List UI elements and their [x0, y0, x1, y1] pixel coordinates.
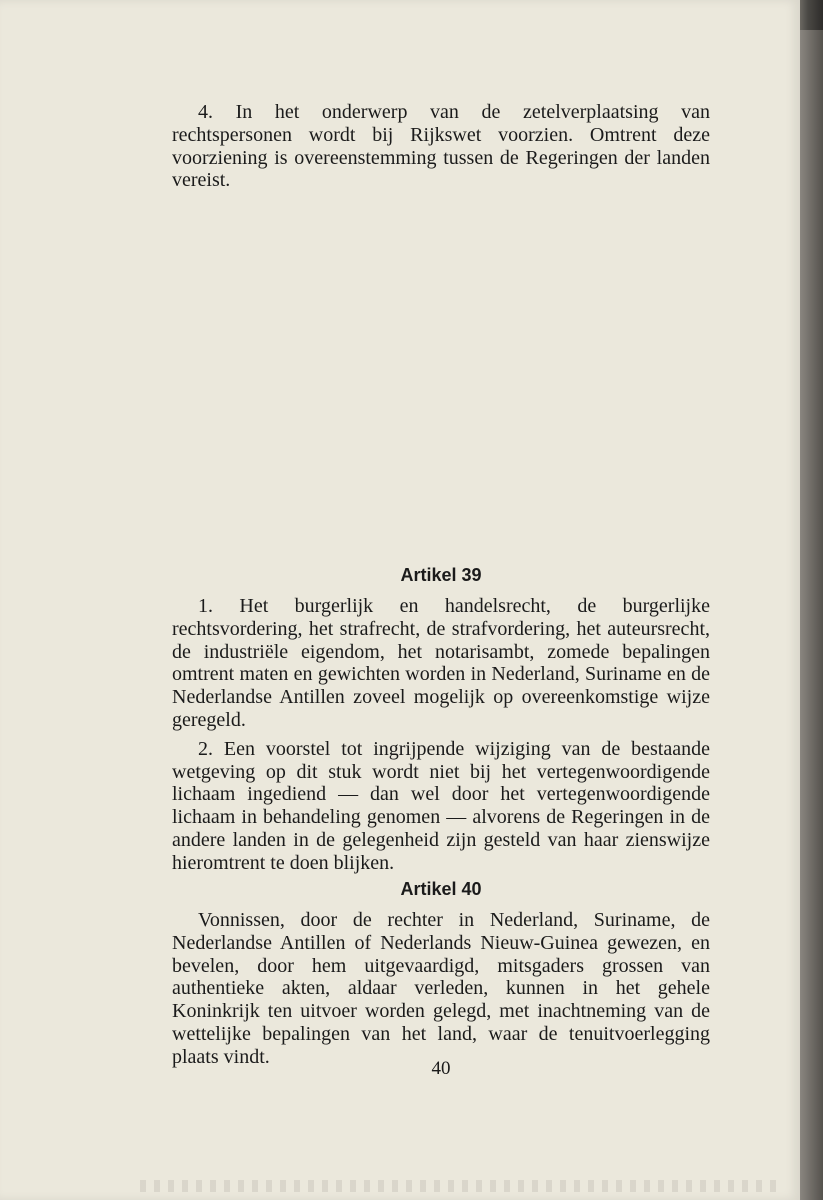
section-4-block — [172, 101, 710, 192]
bottom-edge-marks — [140, 1180, 780, 1192]
article-40-heading: Artikel 40 — [400, 879, 482, 899]
article-39-heading: Artikel 39 — [400, 565, 482, 585]
section-4-paragraph: 4. In het onderwerp van de zetelverplaatsing van rechtspersonen wordt bij Rijkswet voorzien. Omtrent deze voorziening is overeenstemming tussen de Regeringen der landen vereist. — [172, 101, 710, 192]
article-40-block — [172, 909, 710, 1069]
article-39-paragraph-2: 2. Een voorstel tot ingrijpende wijziging van de bestaande wetgeving op dit stuk wordt niet bij het vertegenwoordigende lichaam ingediend — dan wel door het vertegenwoordigende lichaam in behandeling genomen — alvorens de Regeringen in de andere landen in de gelegenheid zijn gesteld van haar zienswijze hieromtrent te doen blijken. — [172, 737, 710, 874]
article-40-paragraph: Vonnissen, door de rechter in Nederland, Suriname, de Nederlandse Antillen of Nederlands Nieuw-Guinea gewezen, en bevelen, door hem uitgevaardigd, mitsgaders grossen van authentieke akten, aldaar verleden, kunnen in het gehele Koninkrijk ten uitvoer worden gelegd, met inachtneming van de wettelijke bepalingen van het land, waar de tenuitvoerlegging plaats vindt. — [172, 909, 710, 1068]
book-cover-edge — [800, 30, 823, 1200]
page-number: 40 — [431, 1058, 451, 1079]
page-edge-strip — [800, 0, 823, 1200]
article-39-block — [172, 595, 710, 875]
article-39-paragraph-1: 1. Het burgerlijk en handelsrecht, de burgerlijke rechtsvordering, het strafrecht, de strafvordering, het auteursrecht, de industriële eigendom, het notarisambt, zomede bepalingen omtrent maten en gewichten worden in Nederland, Suriname en de Nederlandse Antillen zoveel mogelijk op overeenkomstige wijze geregeld. — [172, 595, 710, 731]
